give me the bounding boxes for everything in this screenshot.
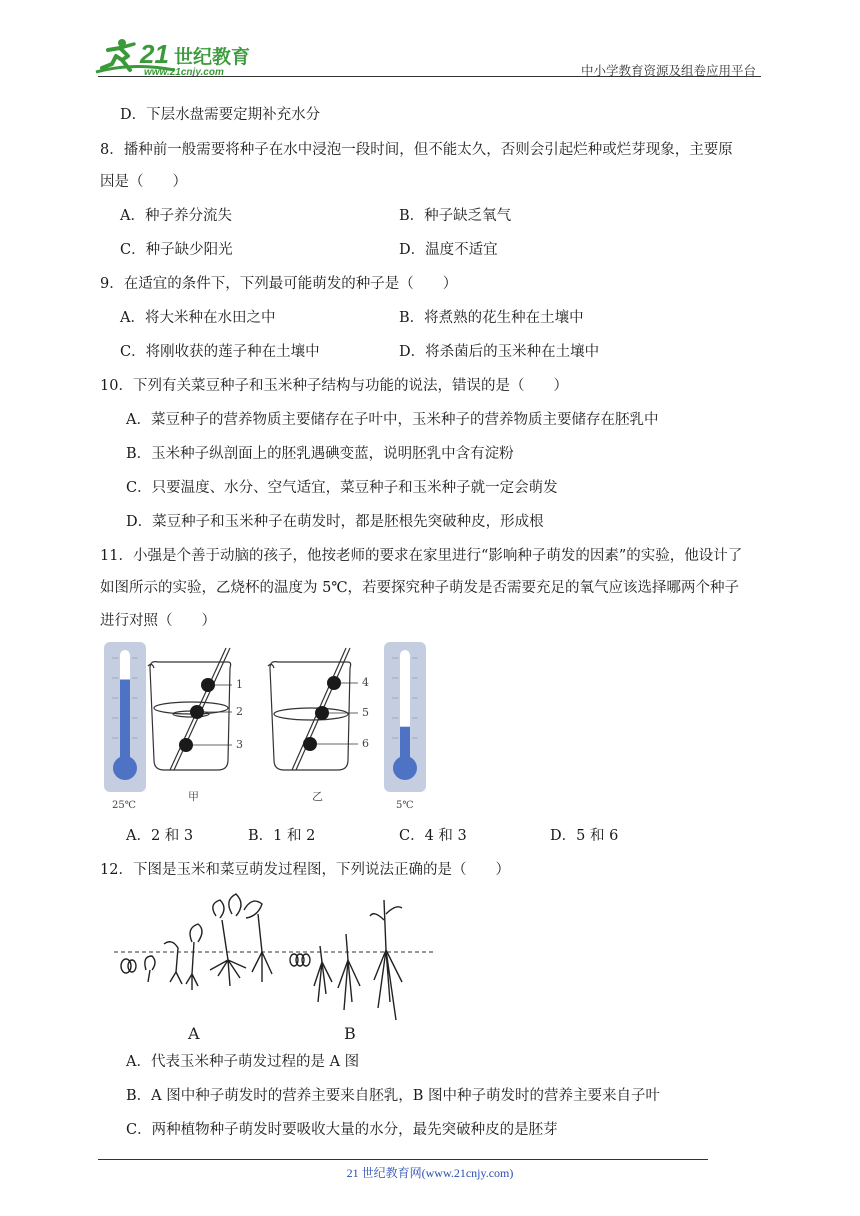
q11-option-d: D．5 和 6 [550,828,619,844]
thermometer-left-icon [104,642,146,792]
q8-stem-line1: 8．播种前一般需要将种子在水中浸泡一段时间，但不能太久，否则会引起烂种或烂芽现象，主要原 [100,142,733,158]
germination-diagram [112,890,442,1050]
q9-stem: 9．在适宜的条件下，下列最可能萌发的种子是（ ） [100,276,458,292]
q11-experiment-figure [100,640,440,820]
q12-stem: 12．下图是玉米和菜豆萌发过程图，下列说法正确的是（ ） [100,862,510,878]
seed-label-3: 3 [236,738,243,751]
figure-b-label: B [344,1024,356,1043]
q8-stem-line2: 因是（ ） [100,174,187,190]
beaker-right-label: 乙 [312,790,323,803]
left-temperature-label: 25℃ [112,800,136,811]
q10-option-b: B．玉米种子纵剖面上的胚乳遇碘变蓝，说明胚乳中含有淀粉 [126,446,514,462]
q10-stem: 10．下列有关菜豆种子和玉米种子结构与功能的说法，错误的是（ ） [100,378,568,394]
q8-option-a: A．种子养分流失 [120,208,232,224]
q9-option-a: A．将大米种在水田之中 [120,310,276,326]
q8-option-c: C．种子缺少阳光 [120,242,233,258]
q10-option-c: C．只要温度、水分、空气适宜，菜豆种子和玉米种子就一定会萌发 [126,480,558,496]
q8-option-b: B．种子缺乏氧气 [399,208,512,224]
footer-divider [98,1159,708,1160]
q9-option-b: B．将煮熟的花生种在土壤中 [399,310,584,326]
q8-option-d: D．温度不适宜 [399,242,498,258]
seed-label-2: 2 [236,705,243,718]
header-divider [98,76,761,77]
experiment-diagram [100,640,440,820]
q11-stem-line3: 进行对照（ ） [100,613,216,629]
q12-germination-figure [112,890,442,1050]
q10-option-a: A．菜豆种子的营养物质主要储存在子叶中，玉米种子的营养物质主要储存在胚乳中 [126,412,659,428]
figure-a-label: A [188,1024,200,1043]
q9-option-c: C．将刚收获的莲子种在土壤中 [120,344,320,360]
thermometer-right-icon [384,642,426,792]
q9-option-d: D．将杀菌后的玉米种在土壤中 [399,344,600,360]
q7-option-d: D．下层水盘需要定期补充水分 [120,107,321,123]
beaker-left-icon [148,648,231,770]
q11-option-b: B．1 和 2 [248,828,316,844]
seed-label-1: 1 [236,678,243,691]
seed-label-4: 4 [362,676,369,689]
svg-text:www.21cnjy.com: www.21cnjy.com [144,67,224,78]
right-temperature-label: 5℃ [396,800,414,811]
footer-text: 21 世纪教育网(www.21cnjy.com) [346,1166,514,1180]
q11-stem-line1: 11．小强是个善于动脑的孩子，他按老师的要求在家里进行“影响种子萌发的因素”的实验，他设计了 [100,548,743,564]
q11-option-a: A．2 和 3 [126,828,194,844]
q12-option-c: C．两种植物种子萌发时要吸收大量的水分，最先突破种皮的是胚芽 [126,1122,558,1138]
beaker-left-label: 甲 [188,790,199,803]
site-logo [94,36,264,78]
seed-label-6: 6 [362,737,369,750]
q10-option-d: D．菜豆种子和玉米种子在萌发时，都是胚根先突破种皮，形成根 [126,514,544,530]
q12-option-b: B．A 图中种子萌发时的营养主要来自胚乳，B 图中种子萌发时的营养主要来自子叶 [126,1088,660,1104]
corn-seedlings-icon [290,900,402,1020]
svg-text:21: 21 [140,39,169,69]
q11-stem-line2: 如图所示的实验，乙烧杯的温度为 5℃，若要探究种子萌发是否需要充足的氧气应该选择哪两个种子 [100,580,740,596]
bean-seedlings-icon [121,894,272,990]
seed-label-5: 5 [362,706,369,719]
platform-title: 中小学教育资源及组卷应用平台 [580,63,756,78]
seeds-right-icon [303,676,341,751]
beaker-right-icon [268,648,351,770]
q12-option-a: A．代表玉米种子萌发过程的是 A 图 [126,1054,360,1070]
svg-text:世纪教育: 世纪教育 [174,46,251,68]
q11-option-c: C．4 和 3 [399,828,467,844]
seeds-left-icon [179,678,215,752]
